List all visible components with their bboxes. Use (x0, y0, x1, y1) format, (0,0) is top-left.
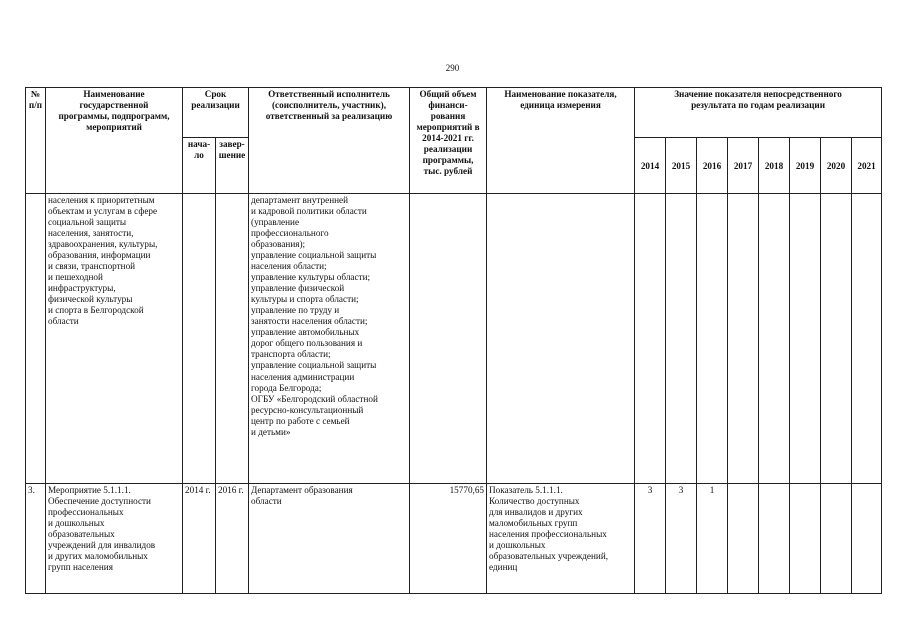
table-row (26, 194, 882, 484)
header-num: № п/п (26, 88, 46, 194)
header-term-start: нача- ло (183, 138, 216, 194)
cell-value-2019 (790, 484, 821, 594)
cell-value-2018 (759, 484, 790, 594)
header-volume: Общий объем финанси- рования мероприятий в 2014-2021 гг. реализации программы, тыс. рублей (410, 88, 487, 194)
cell-num: 3. (26, 484, 46, 594)
cell-value-2019 (790, 194, 821, 484)
header-year-2019: 2019 (790, 138, 821, 194)
cell-value-2021 (852, 194, 882, 484)
cell-value-2016 (697, 194, 728, 484)
cell-end: 2016 г. (216, 484, 249, 594)
cell-value-2017 (728, 484, 759, 594)
header-executor: Ответственный исполнитель (соисполнитель, участник), ответственный за реализацию (249, 88, 410, 194)
cell-indicator: Показатель 5.1.1.1. Количество доступных для инвалидов и других маломобильных групп населения профессиональных и дошкольных образовательных учреждений, единиц (487, 484, 635, 594)
cell-value-2016: 1 (697, 484, 728, 594)
cell-name: населения к приоритетным объектам и услугам в сфере социальной защиты населения, занятости, здравоохранения, культуры, образования, информации и связи, транспортной и пешеходной инфраструктуры, физической культуры и спорта в Белгородской области (46, 194, 183, 484)
cell-value-2018 (759, 194, 790, 484)
cell-end (216, 194, 249, 484)
header-year-2017: 2017 (728, 138, 759, 194)
cell-volume (410, 194, 487, 484)
header-year-2015: 2015 (666, 138, 697, 194)
cell-value-2015 (666, 194, 697, 484)
cell-executor: департамент внутренней и кадровой политики области (управление профессионального образования); управление социальной защиты населения области; управление культуры области; управление физической культуры и спорта области; управление по труду и занятости населения области; управление автомобильных дорог общего пользования и транспорта области; управление социальной защиты населения администрации города Белгорода; ОГБУ «Белгородский областной ресурсно-консультационный центр по работе с семьей и детьми» (249, 194, 410, 484)
header-year-2018: 2018 (759, 138, 790, 194)
header-term-end: завер- шение (216, 138, 249, 194)
header-values-title: Значение показателя непосредственного результата по годам реализации (635, 88, 882, 138)
header-year-2016: 2016 (697, 138, 728, 194)
header-name: Наименование государственной программы, подпрограмм, мероприятий (46, 88, 183, 194)
table-row (26, 484, 882, 594)
cell-value-2014 (635, 194, 666, 484)
cell-volume: 15770,65 (410, 484, 487, 594)
cell-start (183, 194, 216, 484)
cell-value-2021 (852, 484, 882, 594)
cell-value-2014: 3 (635, 484, 666, 594)
cell-value-2015: 3 (666, 484, 697, 594)
cell-value-2020 (821, 484, 852, 594)
header-year-2021: 2021 (852, 138, 882, 194)
header-indicator: Наименование показателя, единица измерения (487, 88, 635, 194)
header-year-2014: 2014 (635, 138, 666, 194)
cell-value-2020 (821, 194, 852, 484)
cell-start: 2014 г. (183, 484, 216, 594)
cell-value-2017 (728, 194, 759, 484)
program-table (25, 87, 882, 594)
header-term: Срок реализации (183, 88, 249, 138)
page-number: 290 (445, 63, 460, 73)
cell-executor: Департамент образования области (249, 484, 410, 594)
cell-indicator (487, 194, 635, 484)
cell-num (26, 194, 46, 484)
header-year-2020: 2020 (821, 138, 852, 194)
header-row-1 (26, 88, 882, 138)
cell-name: Мероприятие 5.1.1.1. Обеспечение доступности профессиональных и дошкольных образовательных учреждений для инвалидов и других маломобильных групп населения (46, 484, 183, 594)
